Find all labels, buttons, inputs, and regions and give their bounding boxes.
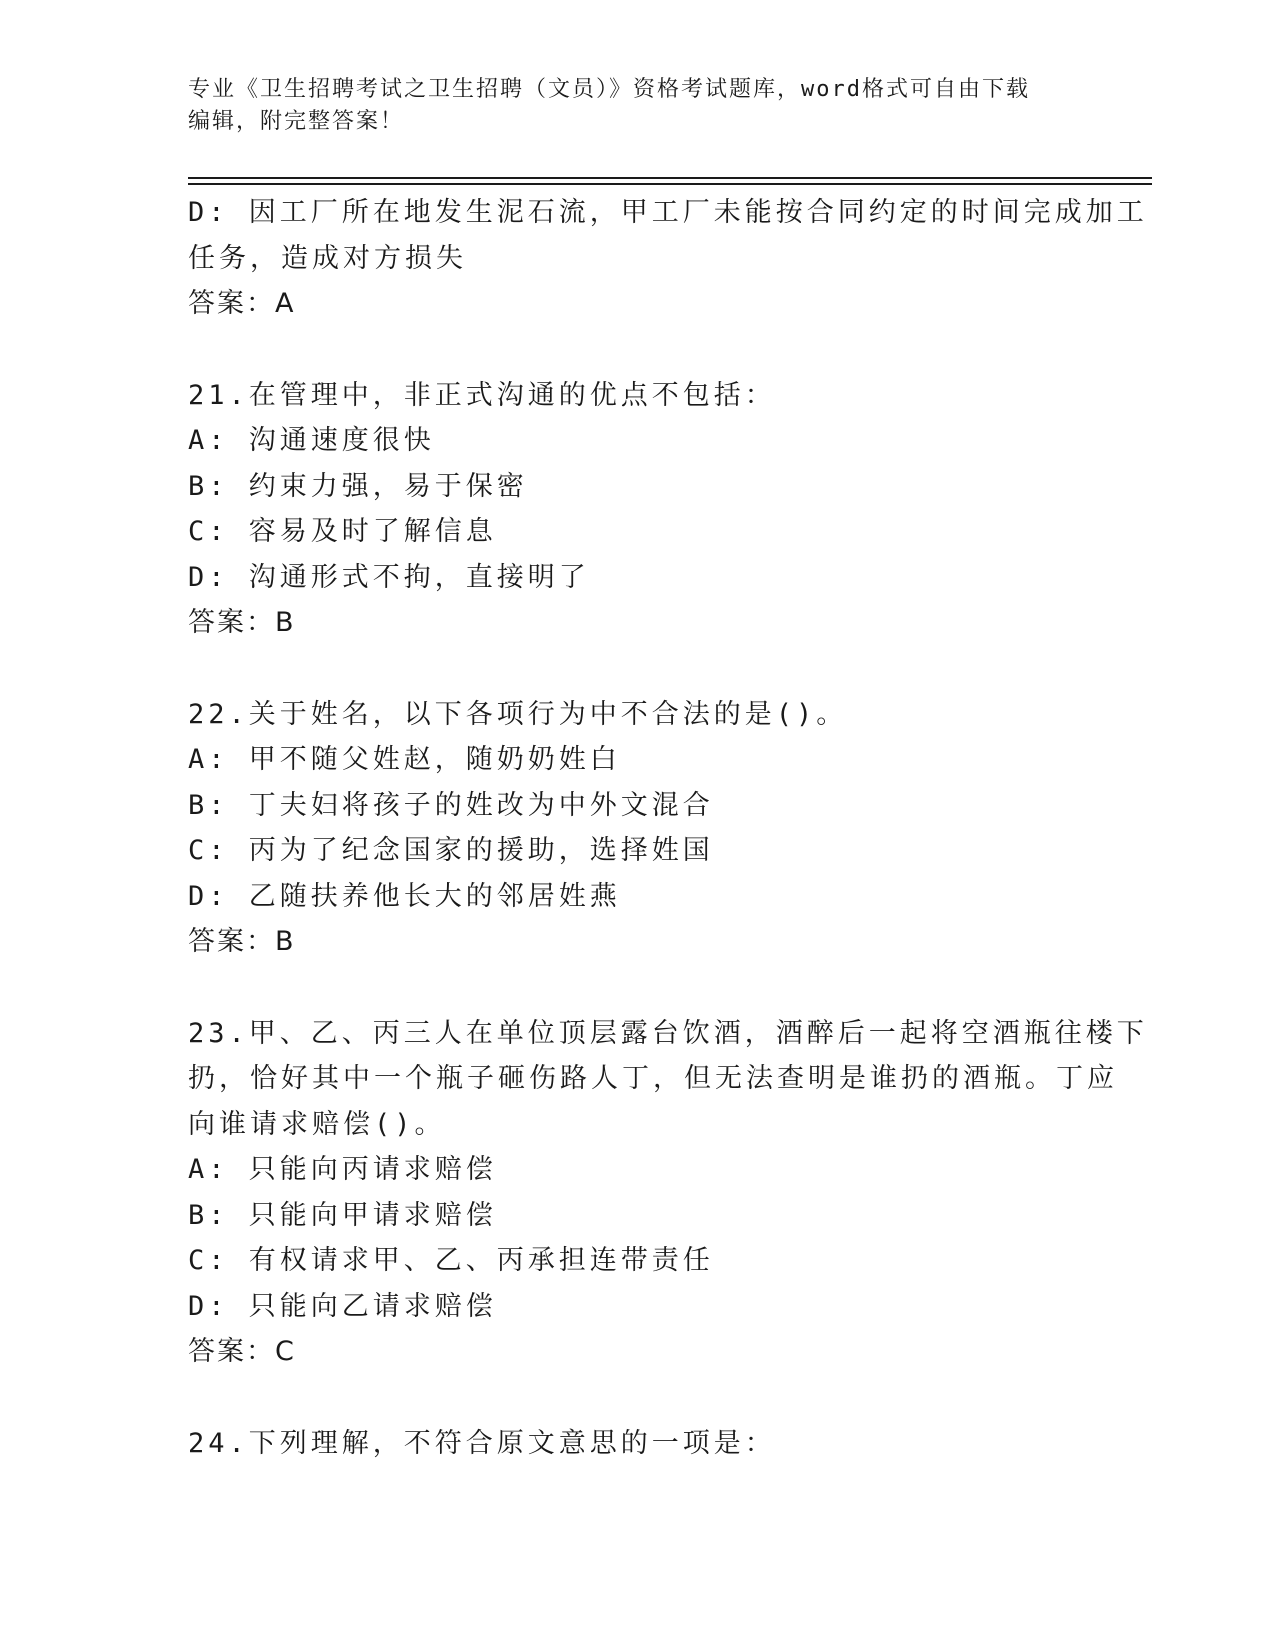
question-stem: 24.下列理解，不符合原文意思的一项是： — [188, 1427, 776, 1459]
option-d: D: 沟通形式不拘，直接明了 — [188, 561, 590, 593]
question-23 — [188, 1011, 1148, 1375]
answer-line: 答案：C — [188, 1336, 296, 1367]
option-d: D: 只能向乙请求赔偿 — [188, 1290, 497, 1322]
option-b: B: 丁夫妇将孩子的姓改为中外文混合 — [188, 789, 714, 821]
question-spacer — [188, 1375, 1088, 1421]
question-spacer — [188, 327, 1088, 373]
header-divider-bottom — [188, 183, 1152, 185]
question-stem-continued: 向谁请求赔偿()。 — [188, 1108, 446, 1140]
answer-line: 答案：A — [188, 288, 296, 319]
prev-question-block — [188, 190, 1148, 327]
header-line-1: 专业《卫生招聘考试之卫生招聘（文员）》资格考试题库，word格式可自由下载 — [188, 77, 1030, 102]
option-d: D: 乙随扶养他长大的邻居姓燕 — [188, 880, 621, 912]
option-b: B: 只能向甲请求赔偿 — [188, 1199, 497, 1231]
answer-line: 答案：B — [188, 607, 296, 638]
question-24 — [188, 1421, 1088, 1467]
question-content — [188, 190, 1148, 1466]
question-21 — [188, 373, 1088, 646]
option-d-continued: 任务，造成对方损失 — [188, 242, 467, 274]
header-line-2: 编辑，附完整答案！ — [188, 109, 405, 134]
question-stem: 23.甲、乙、丙三人在单位顶层露台饮酒，酒醉后一起将空酒瓶往楼下 — [188, 1017, 1148, 1049]
answer-line: 答案：B — [188, 926, 296, 957]
option-a: A: 甲不随父姓赵，随奶奶姓白 — [188, 744, 621, 775]
question-spacer — [188, 965, 1088, 1011]
question-stem-continued: 扔，恰好其中一个瓶子砸伤路人丁，但无法查明是谁扔的酒瓶。丁应 — [188, 1063, 1118, 1094]
option-b: B: 约束力强，易于保密 — [188, 470, 528, 502]
option-a: A: 沟通速度很快 — [188, 425, 435, 456]
document-header — [188, 74, 1088, 138]
question-stem: 22.关于姓名，以下各项行为中不合法的是()。 — [188, 698, 848, 730]
question-stem: 21.在管理中，非正式沟通的优点不包括： — [188, 379, 776, 411]
option-c: C: 容易及时了解信息 — [188, 516, 497, 547]
header-divider-top — [188, 177, 1152, 179]
option-d: D: 因工厂所在地发生泥石流，甲工厂未能按合同约定的时间完成加工 — [188, 197, 1148, 228]
option-a: A: 只能向丙请求赔偿 — [188, 1154, 497, 1185]
question-22 — [188, 692, 1088, 965]
question-spacer — [188, 646, 1088, 692]
option-c: C: 丙为了纪念国家的援助，选择姓国 — [188, 835, 714, 866]
option-c: C: 有权请求甲、乙、丙承担连带责任 — [188, 1245, 714, 1276]
